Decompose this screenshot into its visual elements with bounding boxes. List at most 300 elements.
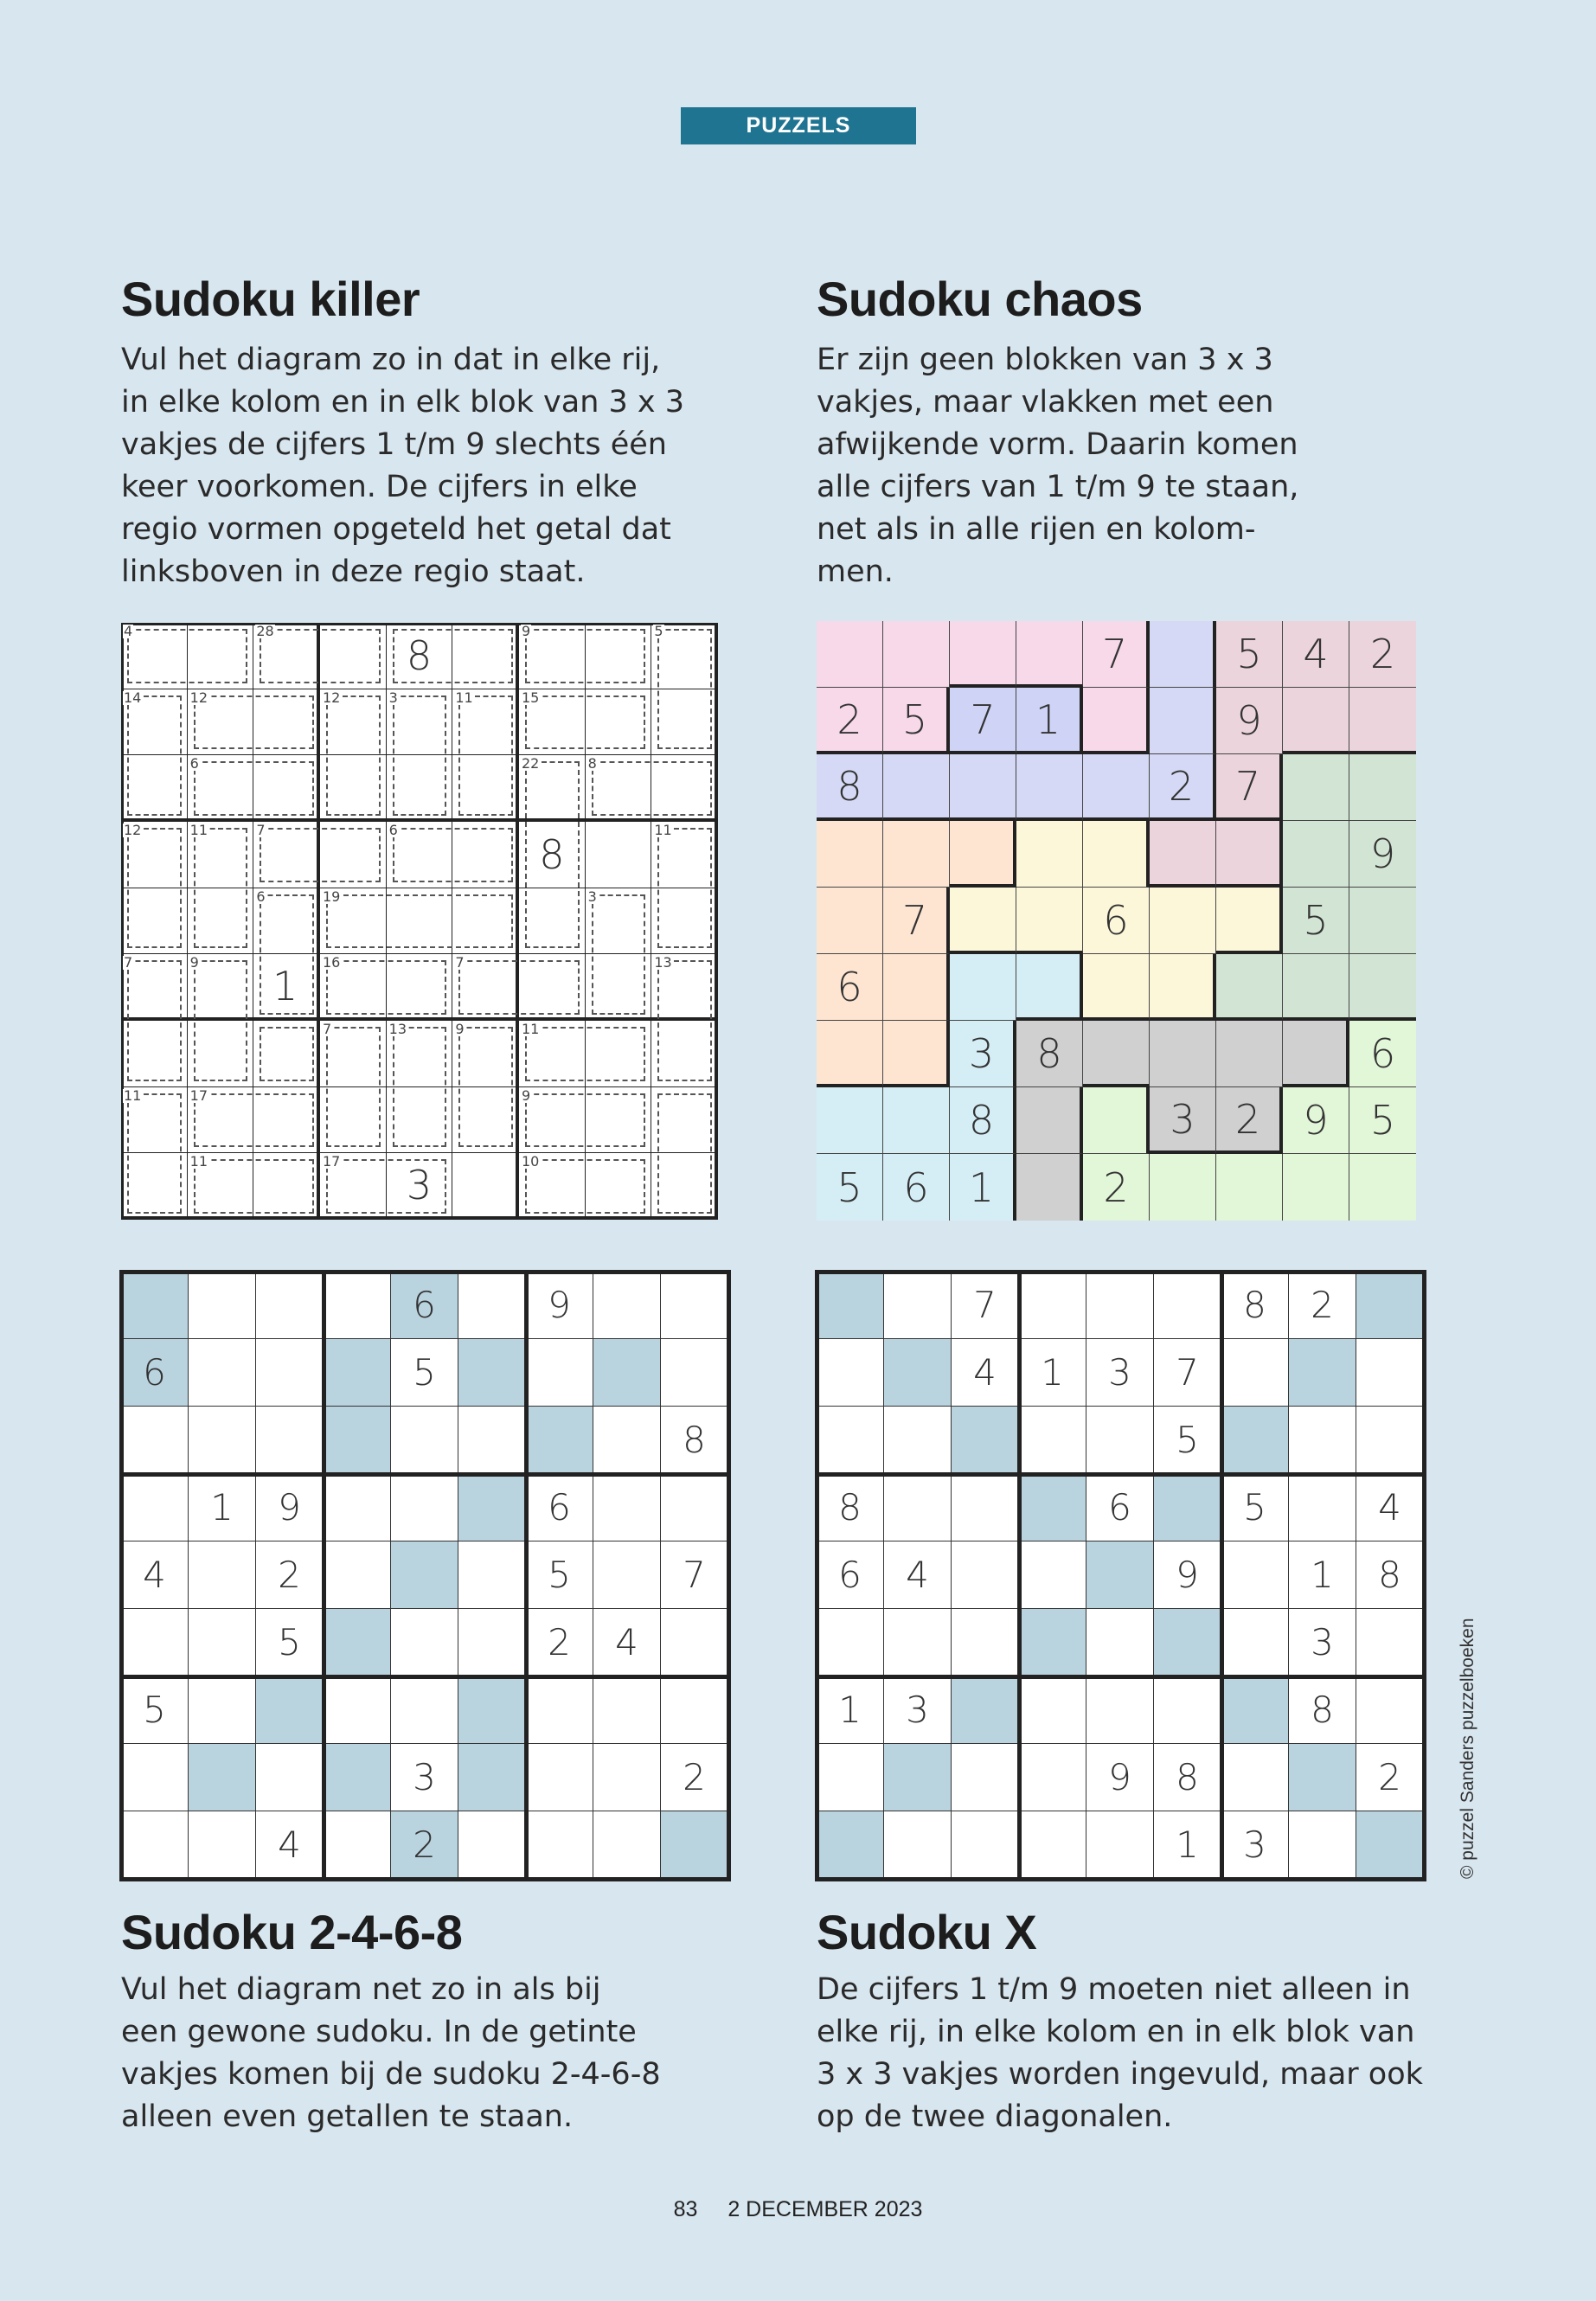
grid-cell [817, 621, 883, 688]
grid-cell [950, 754, 1016, 821]
grid-cell [817, 821, 883, 888]
grid-cell [1283, 821, 1349, 888]
grid-cell [1150, 954, 1216, 1021]
grid-cell [883, 754, 950, 821]
grid-cell [593, 1811, 661, 1879]
grid-cell [817, 1811, 884, 1879]
cage-outline [194, 960, 248, 1080]
cage-sum: 13 [654, 954, 672, 971]
grid-cell [952, 1811, 1019, 1879]
given-digit: 4 [1283, 621, 1349, 688]
grid-cell [1016, 1154, 1083, 1221]
grid-cell [324, 1272, 391, 1339]
desc-line: regio vormen opgeteld het getal dat [121, 512, 671, 547]
given-digit: 1 [1016, 688, 1083, 754]
grid-cell [458, 1541, 526, 1609]
cage-sum: 19 [323, 888, 341, 905]
block-line [815, 1270, 1426, 1274]
given-digit: 9 [1216, 688, 1283, 754]
block-line [119, 1877, 731, 1881]
cage-outline [592, 761, 712, 816]
cage-outline [393, 828, 513, 882]
grid-cell [884, 1339, 952, 1407]
grid-cell [1150, 888, 1216, 954]
cage-sum: 7 [455, 954, 465, 971]
desc-line: Vul het diagram zo in dat in elke rij, [121, 343, 661, 377]
grid-cell [1221, 1676, 1289, 1744]
grid-cell [1216, 1154, 1283, 1221]
given-digit: 9 [1086, 1744, 1154, 1811]
block-line [119, 1270, 124, 1881]
cage-sum: 15 [522, 689, 540, 706]
given-digit: 2 [391, 1811, 458, 1879]
given-digit: 2 [1356, 1744, 1424, 1811]
grid-cell [1083, 688, 1150, 754]
grid-cell [884, 1407, 952, 1474]
cage-outline [127, 629, 247, 683]
grid-cell [324, 1339, 391, 1407]
grid-cell [1150, 688, 1216, 754]
grid-cell [324, 1609, 391, 1676]
cage-outline [127, 960, 182, 1080]
given-digit: 6 [817, 954, 883, 1021]
cage-outline [657, 960, 712, 1080]
cage-outline [657, 629, 712, 749]
given-digit: 6 [391, 1272, 458, 1339]
grid-cell [593, 1744, 661, 1811]
issue-date: 2 DECEMBER 2023 [727, 2197, 923, 2221]
grid-cell [661, 1339, 728, 1407]
given-digit: 3 [387, 1153, 453, 1220]
cage-outline [326, 960, 446, 1015]
cage-outline [127, 1093, 182, 1214]
grid-cell [1083, 821, 1150, 888]
grid-cell [817, 1609, 884, 1676]
block-line [727, 1270, 731, 1881]
page-footer [0, 2197, 1596, 2222]
grid-cell [121, 1744, 189, 1811]
grid-cell [1356, 1272, 1424, 1339]
grid-cell [661, 1609, 728, 1676]
grid-cell [452, 1153, 519, 1220]
grid-cell [1016, 888, 1083, 954]
grid-cell [1083, 754, 1150, 821]
given-digit: 8 [1154, 1744, 1221, 1811]
given-digit: 5 [526, 1541, 593, 1609]
grid-cell [817, 1339, 884, 1407]
grid-cell [1016, 754, 1083, 821]
given-digit: 2 [817, 688, 883, 754]
grid-cell [593, 1407, 661, 1474]
desc-line: afwijkende vorm. Daarin komen [817, 427, 1298, 462]
grid-cell [952, 1744, 1019, 1811]
grid-cell [189, 1272, 256, 1339]
grid-cell [1019, 1541, 1086, 1609]
grid-cell [817, 1021, 883, 1087]
grid-cell [817, 1087, 883, 1154]
grid-cell [324, 1676, 391, 1744]
grid-cell [1289, 1407, 1356, 1474]
given-digit: 8 [387, 623, 453, 689]
given-digit: 4 [256, 1811, 324, 1879]
grid-cell [883, 821, 950, 888]
desc-line: vakjes de cijfers 1 t/m 9 slechts één [121, 427, 667, 462]
cage-outline [525, 1093, 645, 1148]
grid-cell [189, 1744, 256, 1811]
given-digit: 6 [1349, 1021, 1416, 1087]
grid-cell [1289, 1474, 1356, 1541]
grid-cell [661, 1272, 728, 1339]
grid-cell [817, 1272, 884, 1339]
grid-cell [883, 954, 950, 1021]
grid-cell [1016, 1087, 1083, 1154]
desc-line: vakjes, maar vlakken met een [817, 385, 1274, 420]
cage-sum: 16 [323, 954, 341, 971]
grid-cell [1019, 1744, 1086, 1811]
cage-sum: 10 [522, 1153, 540, 1170]
grid-cell [593, 1339, 661, 1407]
killer-title: Sudoku killer [121, 272, 420, 326]
block-line [119, 1270, 731, 1274]
grid-cell [1083, 954, 1150, 1021]
sudoku-x-description [817, 1969, 1423, 2138]
grid-cell [1221, 1609, 1289, 1676]
grid-cell [1019, 1272, 1086, 1339]
desc-line: Er zijn geen blokken van 3 x 3 [817, 343, 1273, 377]
grid-cell [256, 1272, 324, 1339]
block-line [1017, 1270, 1022, 1881]
grid-cell [458, 1811, 526, 1879]
desc-line: elke rij, in elke kolom en in elk blok van [817, 2015, 1415, 2049]
grid-cell [1019, 1609, 1086, 1676]
cage-outline [458, 695, 513, 816]
grid-cell [1019, 1676, 1086, 1744]
given-digit: 3 [884, 1676, 952, 1744]
grid-cell [1154, 1676, 1221, 1744]
grid-cell [950, 888, 1016, 954]
desc-line: alle cijfers van 1 t/m 9 te staan, [817, 470, 1299, 504]
given-digit: 1 [950, 1154, 1016, 1221]
cage-outline [657, 1093, 712, 1214]
grid-cell [586, 822, 652, 888]
given-digit: 2 [1216, 1087, 1283, 1154]
grid-cell [1086, 1541, 1154, 1609]
given-digit: 8 [817, 1474, 884, 1541]
grid-cell [952, 1609, 1019, 1676]
page-number: 83 [673, 2197, 698, 2221]
credit-text: © puzzel Sanders puzzelboeken [1458, 1618, 1477, 1879]
grid-cell [883, 621, 950, 688]
cage-sum: 9 [522, 623, 531, 639]
grid-cell [884, 1811, 952, 1879]
grid-cell [391, 1676, 458, 1744]
grid-cell [324, 1541, 391, 1609]
given-digit: 9 [1283, 1087, 1349, 1154]
cage-outline [525, 1159, 645, 1214]
given-digit: 2 [661, 1744, 728, 1811]
desc-line: net als in alle rijen en kolom- [817, 512, 1256, 547]
cage-sum: 22 [522, 755, 540, 772]
section-badge: PUZZELS [681, 107, 916, 144]
cage-outline [525, 695, 645, 750]
grid-cell [593, 1676, 661, 1744]
given-digit: 8 [1356, 1541, 1424, 1609]
grid-cell [1086, 1407, 1154, 1474]
chaos-description [817, 339, 1298, 593]
grid-cell [952, 1474, 1019, 1541]
desc-line: De cijfers 1 t/m 9 moeten niet alleen in [817, 1972, 1411, 2007]
grid-cell [189, 1676, 256, 1744]
given-digit: 5 [121, 1676, 189, 1744]
given-digit: 9 [256, 1474, 324, 1541]
cage-sum: 6 [189, 755, 199, 772]
grid-cell [256, 1407, 324, 1474]
grid-cell [1283, 954, 1349, 1021]
grid-cell [1154, 1609, 1221, 1676]
cage-sum: 4 [124, 623, 133, 639]
grid-cell [661, 1811, 728, 1879]
given-digit: 5 [391, 1339, 458, 1407]
given-digit: 1 [1019, 1339, 1086, 1407]
given-digit: 6 [121, 1339, 189, 1407]
grid-cell [1283, 1154, 1349, 1221]
grid-cell [1356, 1339, 1424, 1407]
cage-outline [260, 828, 380, 882]
desc-line: keer voorkomen. De cijfers in elke [121, 470, 638, 504]
given-digit: 6 [1086, 1474, 1154, 1541]
grid-cell [661, 1474, 728, 1541]
block-line [119, 1675, 731, 1679]
given-digit: 8 [950, 1087, 1016, 1154]
grid-cell [526, 1407, 593, 1474]
grid-cell [1083, 1021, 1150, 1087]
grid-cell [1086, 1811, 1154, 1879]
cage-outline [194, 828, 248, 948]
cage-outline [127, 828, 182, 948]
given-digit: 7 [952, 1272, 1019, 1339]
desc-line: linksboven in deze regio staat. [121, 554, 586, 589]
cage-sum: 12 [323, 689, 341, 706]
cage-sum: 11 [124, 1086, 142, 1104]
grid-cell [661, 1676, 728, 1744]
given-digit: 3 [1221, 1811, 1289, 1879]
given-digit: 4 [884, 1541, 952, 1609]
grid-cell [526, 1811, 593, 1879]
cage-outline [657, 828, 712, 948]
desc-line: Vul het diagram net zo in als bij [121, 1972, 601, 2007]
cage-outline [194, 1093, 314, 1148]
grid-cell [256, 1744, 324, 1811]
grid-cell [391, 1407, 458, 1474]
grid-cell [1150, 821, 1216, 888]
given-digit: 4 [121, 1541, 189, 1609]
desc-line: men. [817, 554, 894, 589]
grid-cell [324, 1474, 391, 1541]
cage-sum: 5 [654, 623, 663, 639]
grid-cell [952, 1407, 1019, 1474]
given-digit: 6 [883, 1154, 950, 1221]
given-digit: 7 [1216, 754, 1283, 821]
grid-cell [458, 1744, 526, 1811]
grid-cell [1221, 1407, 1289, 1474]
grid-cell [458, 1474, 526, 1541]
block-line [1422, 1270, 1426, 1881]
grid-cell [391, 1474, 458, 1541]
given-digit: 3 [1086, 1339, 1154, 1407]
given-digit: 8 [1016, 1021, 1083, 1087]
grid-cell [1349, 688, 1416, 754]
grid-cell [884, 1744, 952, 1811]
cage-sum: 6 [256, 888, 266, 905]
cage-outline [194, 761, 314, 816]
block-line [815, 1472, 1426, 1477]
given-digit: 1 [253, 954, 320, 1021]
grid-cell [121, 1474, 189, 1541]
grid-cell [1086, 1676, 1154, 1744]
killer-grid [121, 623, 718, 1220]
sudoku-x-title: Sudoku X [817, 1905, 1037, 1959]
desc-line: op de twee diagonalen. [817, 2099, 1173, 2134]
given-digit: 2 [526, 1609, 593, 1676]
block-line [815, 1675, 1426, 1679]
cage-sum: 7 [256, 822, 266, 838]
grid-cell [121, 1609, 189, 1676]
grid-cell [1349, 1154, 1416, 1221]
cage-sum: 9 [189, 954, 199, 971]
grid-cell [458, 1609, 526, 1676]
grid-cell [1019, 1407, 1086, 1474]
grid-cell [1016, 621, 1083, 688]
grid-cell [1154, 1474, 1221, 1541]
grid-cell [1349, 888, 1416, 954]
grid-cell [324, 1811, 391, 1879]
cage-outline [260, 1027, 314, 1081]
cage-sum: 3 [587, 888, 597, 905]
given-digit: 7 [1083, 621, 1150, 688]
grid-cell [189, 1541, 256, 1609]
cage-outline [326, 695, 381, 816]
grid-cell [1216, 954, 1283, 1021]
given-digit: 2 [1289, 1272, 1356, 1339]
grid-cell [817, 1407, 884, 1474]
cage-outline [592, 894, 646, 1015]
grid-cell [1283, 1021, 1349, 1087]
given-digit: 5 [883, 688, 950, 754]
given-digit: 7 [950, 688, 1016, 754]
grid-cell [1086, 1609, 1154, 1676]
given-digit: 9 [526, 1272, 593, 1339]
given-digit: 8 [1221, 1272, 1289, 1339]
cage-sum: 9 [522, 1086, 531, 1104]
grid-cell [1356, 1609, 1424, 1676]
chaos-title: Sudoku chaos [817, 272, 1143, 326]
cage-sum: 13 [388, 1021, 407, 1037]
cage-sum: 6 [388, 822, 398, 838]
grid-cell [1150, 621, 1216, 688]
given-digit: 3 [391, 1744, 458, 1811]
cage-sum: 11 [654, 822, 672, 838]
sudoku-x-grid [817, 1272, 1424, 1879]
grid-cell [324, 1407, 391, 1474]
grid-cell [189, 1407, 256, 1474]
given-digit: 9 [1154, 1541, 1221, 1609]
grid-cell [1216, 1021, 1283, 1087]
cage-sum: 17 [189, 1086, 208, 1104]
desc-line: in elke kolom en in elk blok van 3 x 3 [121, 385, 685, 420]
desc-line: 3 x 3 vakjes worden ingevuld, maar ook [817, 2057, 1423, 2092]
grid-cell [817, 1744, 884, 1811]
cage-outline [194, 1159, 314, 1214]
grid-cell [1016, 954, 1083, 1021]
given-digit: 6 [526, 1474, 593, 1541]
grid-cell [950, 621, 1016, 688]
cage-sum: 12 [124, 822, 142, 838]
cage-sum: 17 [323, 1153, 341, 1170]
grid-cell [391, 1609, 458, 1676]
grid-cell [1019, 1474, 1086, 1541]
grid-cell [526, 1676, 593, 1744]
cage-outline [326, 894, 513, 949]
block-line [1220, 1270, 1224, 1881]
grid-cell [526, 1744, 593, 1811]
block-line [322, 1270, 326, 1881]
given-digit: 4 [952, 1339, 1019, 1407]
given-digit: 5 [1349, 1087, 1416, 1154]
cage-sum: 14 [124, 689, 142, 706]
grid-cell [458, 1407, 526, 1474]
grid-cell [121, 1272, 189, 1339]
given-digit: 6 [817, 1541, 884, 1609]
desc-line: vakjes komen bij de sudoku 2-4-6-8 [121, 2057, 661, 2092]
given-digit: 8 [661, 1407, 728, 1474]
grid-cell [593, 1272, 661, 1339]
grid-cell [593, 1474, 661, 1541]
grid-cell [1349, 754, 1416, 821]
grid-cell [121, 1811, 189, 1879]
sudoku-2468-title: Sudoku 2-4-6-8 [121, 1905, 463, 1959]
cage-outline [458, 960, 579, 1015]
cage-sum: 12 [189, 689, 208, 706]
cage-sum: 11 [189, 822, 208, 838]
cage-outline [393, 695, 447, 816]
grid-cell [1289, 1744, 1356, 1811]
grid-cell [391, 1541, 458, 1609]
given-digit: 5 [1216, 621, 1283, 688]
grid-cell [817, 888, 883, 954]
block-line [815, 1270, 819, 1881]
grid-cell [1221, 1339, 1289, 1407]
grid-cell [1356, 1811, 1424, 1879]
given-digit: 5 [256, 1609, 324, 1676]
grid-cell [593, 1541, 661, 1609]
cage-sum: 3 [388, 689, 398, 706]
grid-cell [1356, 1407, 1424, 1474]
given-digit: 1 [1289, 1541, 1356, 1609]
grid-cell [884, 1474, 952, 1541]
sudoku-2468-grid [121, 1272, 728, 1879]
given-digit: 5 [1154, 1407, 1221, 1474]
cage-sum: 7 [323, 1021, 332, 1037]
grid-cell [884, 1609, 952, 1676]
grid-cell [1289, 1339, 1356, 1407]
grid-cell [324, 1744, 391, 1811]
grid-cell [950, 954, 1016, 1021]
sudoku-2468-description [121, 1969, 661, 2138]
grid-cell [1086, 1272, 1154, 1339]
given-digit: 7 [883, 888, 950, 954]
grid-cell [1019, 1811, 1086, 1879]
given-digit: 7 [661, 1541, 728, 1609]
